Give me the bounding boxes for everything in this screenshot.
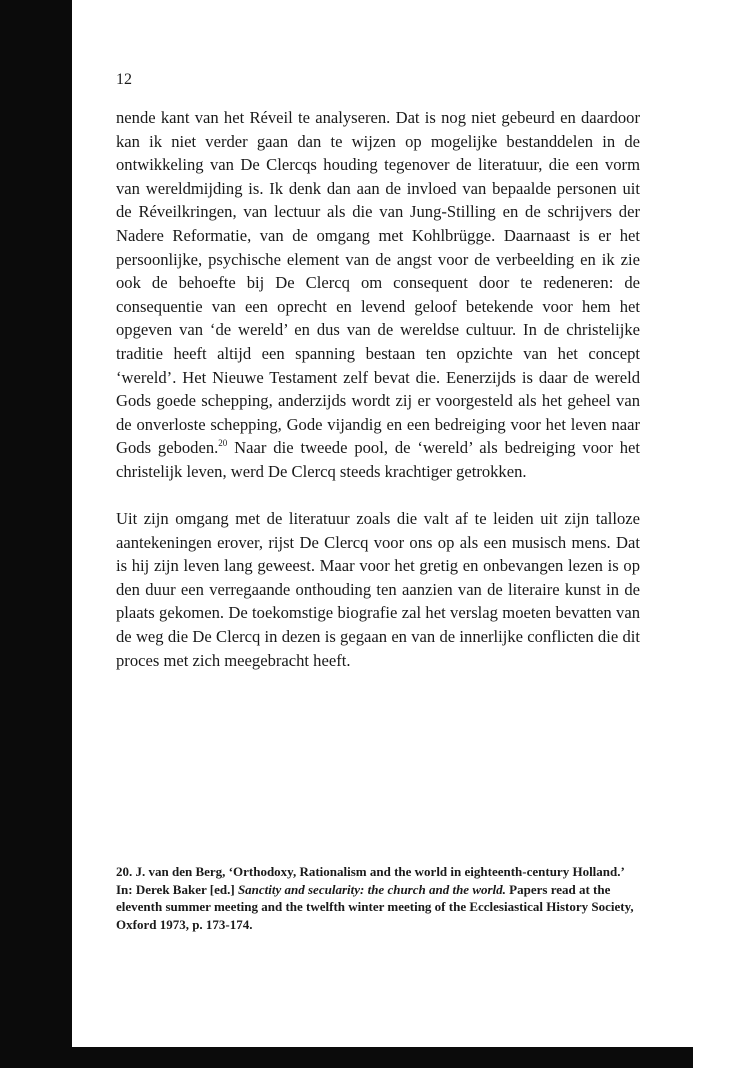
footnote-text: 20. J. van den Berg, ‘Orthodoxy, Rationalism and the world in eighteenth-century Holland.’ In: Derek Baker [ed.] xyxy=(116,864,624,897)
page-number: 12 xyxy=(116,71,132,88)
paragraph-2: Uit zijn omgang met de literatuur zoals die valt af te leiden uit zijn talloze aantekeningen erover, rijst De Clercq voor ons op als een musisch mens. Dat is hij zijn leven lang geweest. Maar voor het gretig en onbevangen lezen is op den duur een verregaande onthouding ten aanzien van de literaire kunst in de plaats gekomen. De toekomstige biografie zal het verslag moeten bevatten van de weg die De Clercq in dezen is gegaan en van de innerlijke conflicten die dit proces met zich meegebracht heeft. xyxy=(116,509,640,670)
footnote-text-continued: Papers read at the eleventh summer meeting and the twelfth winter meeting of the Ecclesiastical History Society, Oxford 1973, p. 173-174. xyxy=(116,881,634,932)
footnote-reference[interactable]: 20 xyxy=(218,438,228,449)
footnote-book-title: Sanctity and secularity: the church and the world. xyxy=(237,881,506,897)
paragraph-1 xyxy=(116,106,640,484)
paragraph-1-text: nende kant van het Réveil te analyseren. Dat is nog niet gebeurd en daardoor kan ik niet verder gaan dan te wijzen op mogelijke bestanddelen in de ontwikkeling van De Clercqs houding tegenover de literatuur, die een vorm van wereldmijding is. Ik denk dan aan de invloed van bepaalde personen uit de Réveilkringen, van lectuur als die van Jung-Stilling en de schrijvers der Nadere Reformatie, van de omgang met Kohlbrügge. Daarnaast is er het persoonlijke, psychische element van de angst voor de verbeelding en ik zie ook de behoefte bij De Clercq om consequent door te redeneren: de consequentie van een oprecht en levend geloof betekende voor hem het opgeven van ‘de wereld’ en dus van de wereldse cultuur. In de christelijke traditie heeft altijd een spanning bestaan ten opzichte van het concept ‘wereld’. Het Nieuwe Testament zelf bevat die. Eenerzijds is daar de wereld Gods goede schepping, anderzijds wordt zij er voorgesteld als het geheel van de onverloste schepping, Gode vijandig en een bedreiging voor het leven naar Gods geboden. xyxy=(116,108,640,458)
footnote-20 xyxy=(116,863,640,933)
body-text xyxy=(116,106,640,672)
scan-border-bottom xyxy=(0,1047,693,1068)
scan-border-left xyxy=(0,0,72,1068)
paragraph-1-text-continued: Naar die tweede pool, de ‘wereld’ als bedreiging voor het christelijk leven, werd De Clercq steeds krachtiger getrokken. xyxy=(116,438,641,481)
